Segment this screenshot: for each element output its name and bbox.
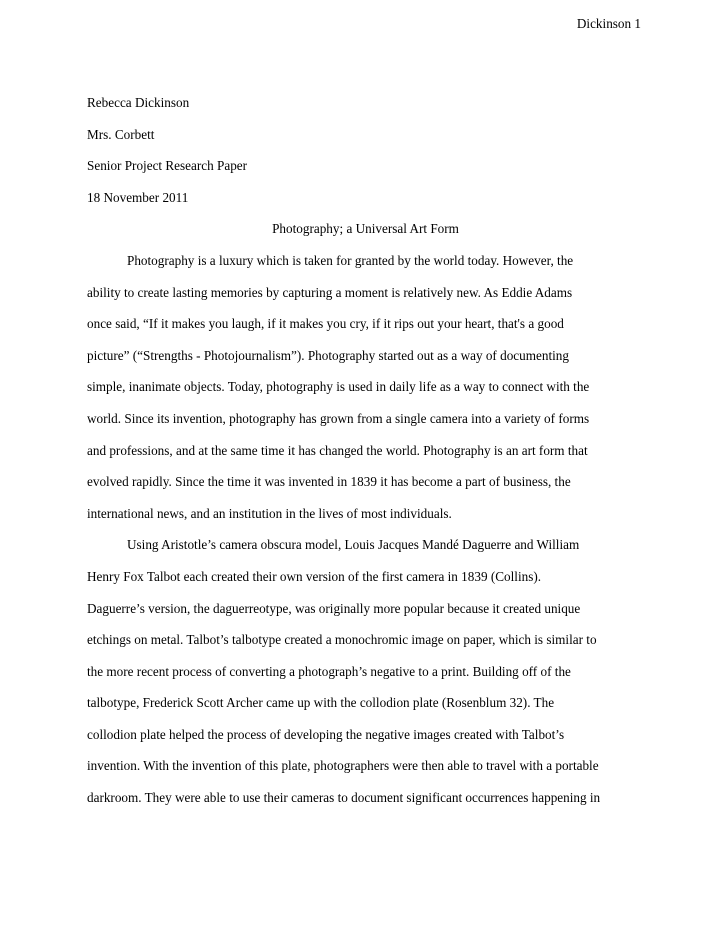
author-name: Rebecca Dickinson	[87, 95, 190, 110]
instructor-name: Mrs. Corbett	[87, 126, 155, 142]
running-head: Dickinson 1	[576, 16, 641, 31]
paragraph-line: once said, “If it makes you laugh, if it makes you cry, if it rips out your heart, that's a good	[87, 316, 564, 332]
paper-date: 18 November 2011	[87, 189, 189, 205]
paragraph-line: Using Aristotle’s camera obscura model, Louis Jacques Mandé Daguerre and William	[127, 537, 580, 553]
paragraph-line: ability to create lasting memories by capturing a moment is relatively new. As Eddie Adams	[87, 284, 573, 300]
course-name: Senior Project Research Paper	[87, 158, 248, 174]
paragraph-2	[87, 529, 644, 813]
paragraph-line: etchings on metal. Talbot’s talbotype created a monochromic image on paper, which is similar to	[87, 632, 597, 648]
paragraph-line: collodion plate helped the process of developing the negative images created with Talbot’s	[87, 726, 565, 742]
paragraph-1	[87, 245, 644, 529]
paragraph-line: invention. With the invention of this plate, photographers were then able to travel with a portable	[87, 758, 599, 774]
paragraph-line: picture” (“Strengths - Photojournalism”). Photography started out as a way of documenting	[87, 347, 569, 363]
paragraph-line: darkroom. They were able to use their cameras to document significant occurrences happening in	[87, 790, 601, 806]
paragraph-line: Henry Fox Talbot each created their own version of the first camera in 1839 (Collins).	[87, 568, 542, 584]
paragraph-line: talbotype, Frederick Scott Archer came up with the collodion plate (Rosenblum 32). The	[87, 695, 555, 711]
paragraph-line: and professions, and at the same time it has changed the world. Photography is an art form that	[87, 442, 588, 458]
paper-title: Photography; a Universal Art Form	[272, 221, 459, 237]
document-body	[87, 87, 644, 814]
paragraph-line: simple, inanimate objects. Today, photography is used in daily life as a way to connect with the	[87, 379, 590, 395]
paragraph-line: Photography is a luxury which is taken for granted by the world today. However, the	[127, 252, 574, 268]
paragraph-line: Daguerre’s version, the daguerreotype, was originally more popular because it created unique	[87, 600, 581, 616]
paragraph-line: world. Since its invention, photography has grown from a single camera into a variety of forms	[87, 410, 590, 426]
paragraph-line: evolved rapidly. Since the time it was invented in 1839 it has become a part of business, the	[87, 474, 571, 490]
paragraph-line: international news, and an institution in the lives of most individuals.	[87, 505, 452, 521]
paragraph-line: the more recent process of converting a photograph’s negative to a print. Building off of the	[87, 663, 571, 679]
